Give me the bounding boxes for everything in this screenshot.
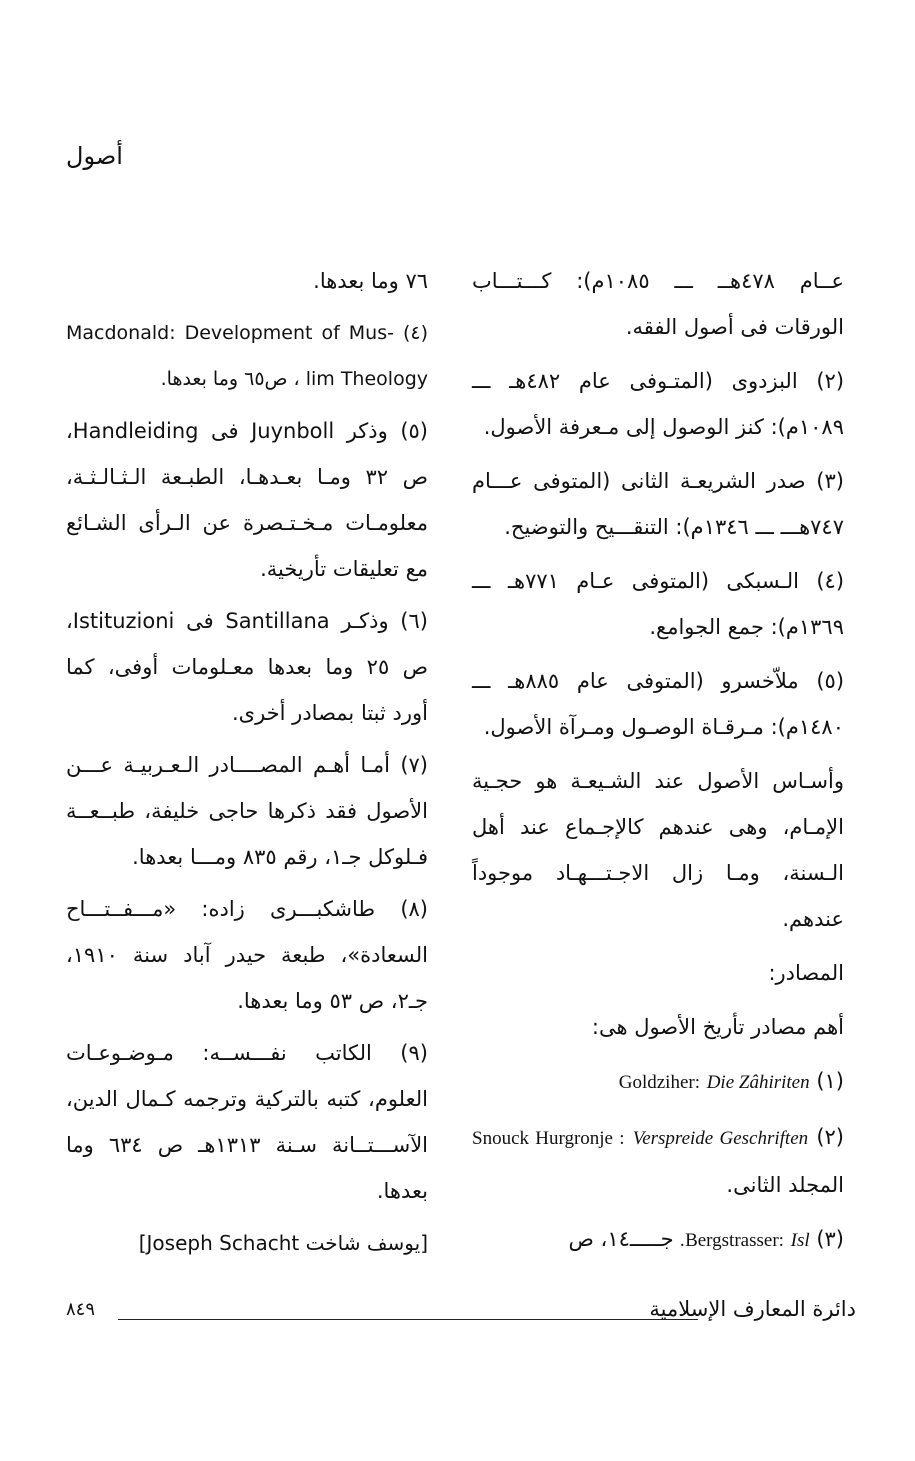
reference-3-author: Bergstrasser: — [685, 1230, 784, 1251]
sources-heading: المصادر: — [768, 961, 844, 985]
reference-3 — [472, 1216, 844, 1264]
footer-title: دائرة المعارف الإسلامية — [649, 1297, 856, 1321]
reference-2-number: (٢) — [816, 1125, 844, 1149]
footnote-5: (٥) وذكر Juynboll فى Handleiding، ص ٣٢ ومـا بعـدهـا، الطبـعة الـثـالـثـة، معلومـات مـخـتـصرة عن الـرأى الشـائع مع تعليقات تأريخية. — [66, 419, 428, 581]
reference-3-number: (٣) — [816, 1227, 844, 1251]
footer-rule — [118, 1319, 698, 1320]
sources-intro: أهم مصادر تأريخ الأصول هى: — [591, 1015, 844, 1039]
reference-1-number: (١) — [816, 1069, 844, 1093]
reference-3-suffix: جـــــ١٤، ص — [568, 1227, 674, 1251]
right-paragraph-4: (٤) الـسبكى (المتوفى عـام ٧٧١هـ ـــ ١٣٦٩م): جمع الجوامع. — [472, 569, 845, 639]
footnote-7: (٧) أمـا أهـم المصــــادر الـعـربيـة عـــن الأصول فقد ذكرها حاجى خليفة، طبــعــة فـلوكل جـ١، رقم ٨٣٥ ومـــا بعدها. — [66, 753, 428, 869]
footnote-continued: ٧٦ وما بعدها. — [313, 269, 428, 293]
page-footer — [66, 1297, 856, 1327]
reference-2-author: Snouck Hurgronje : — [472, 1128, 625, 1149]
footnote-8: (٨) طاشكبـــرى زاده: «مـــفــتـــاح السعادة»، طبعة حيدر آباد سنة ١٩١٠، جـ٢، ص ٥٣ وما بعدها. — [66, 897, 428, 1013]
footnote-4: (٤) Macdonald: Development of Mus- lim Theology ، ص٦٥ وما بعدها. — [66, 322, 429, 390]
right-paragraph-5: (٥) ملاّخسرو (المتوفى عام ٨٨٥هـ ـــ ١٤٨٠م): مـرقـاة الوصـول ومـرآة الأصول. — [472, 669, 845, 739]
left-column — [66, 258, 428, 1286]
running-header: أصول — [66, 142, 123, 170]
reference-1-author: Goldziher: — [618, 1072, 701, 1093]
reference-2-title: Verspreide Geschriften — [632, 1128, 809, 1149]
page-number: ٨٤٩ — [66, 1299, 96, 1320]
right-paragraph-2: (٢) البزدوى (المتـوفى عام ٤٨٢هـ ـــ ١٠٨٩م): كنز الوصول إلى مـعرفة الأصول. — [472, 369, 845, 439]
reference-3-title: Isl. — [680, 1230, 810, 1251]
reference-2-suffix: المجلد الثانى. — [726, 1173, 844, 1197]
reference-2 — [472, 1114, 844, 1208]
right-paragraph-6: وأسـاس الأصول عند الشـيعـة هو حجـية الإمـام، وهى عندهم كالإجـماع عند أهل الـسنة، ومـا زال الاجـتـــهـاد موجوداً عندهم. — [472, 769, 844, 931]
reference-1-title: Die Zâhiriten — [706, 1072, 810, 1093]
footnote-9: (٩) الكاتب نفـــســه: مـوضـوعـات العلوم، كتبه بالتركية وترجمه كـمال الدين، الآســـتــانة سـنة ١٣١٣هـ ص ٦٣٤ وما بعدها. — [66, 1041, 429, 1203]
reference-1 — [472, 1058, 844, 1106]
right-column — [472, 258, 844, 1272]
right-paragraph-3: (٣) صدر الشريعـة الثانى (المتوفى عـــام ٧٤٧هـــ ـــ ١٣٤٦م): التنقـــيح والتوضيح. — [472, 469, 844, 539]
author-signature: [يوسف شاخت Joseph Schacht] — [138, 1231, 428, 1255]
footnote-6: (٦) وذكـر Santillana فى Istituzioni، ص ٢٥ وما بعدها معـلومات أوفى، كما أورد ثبتا بمصادر أخرى. — [66, 609, 428, 725]
right-paragraph-1: عــام ٤٧٨هــ ـــ ١٠٨٥م): كـــتـــاب الورقات فى أصول الفقه. — [472, 269, 844, 339]
